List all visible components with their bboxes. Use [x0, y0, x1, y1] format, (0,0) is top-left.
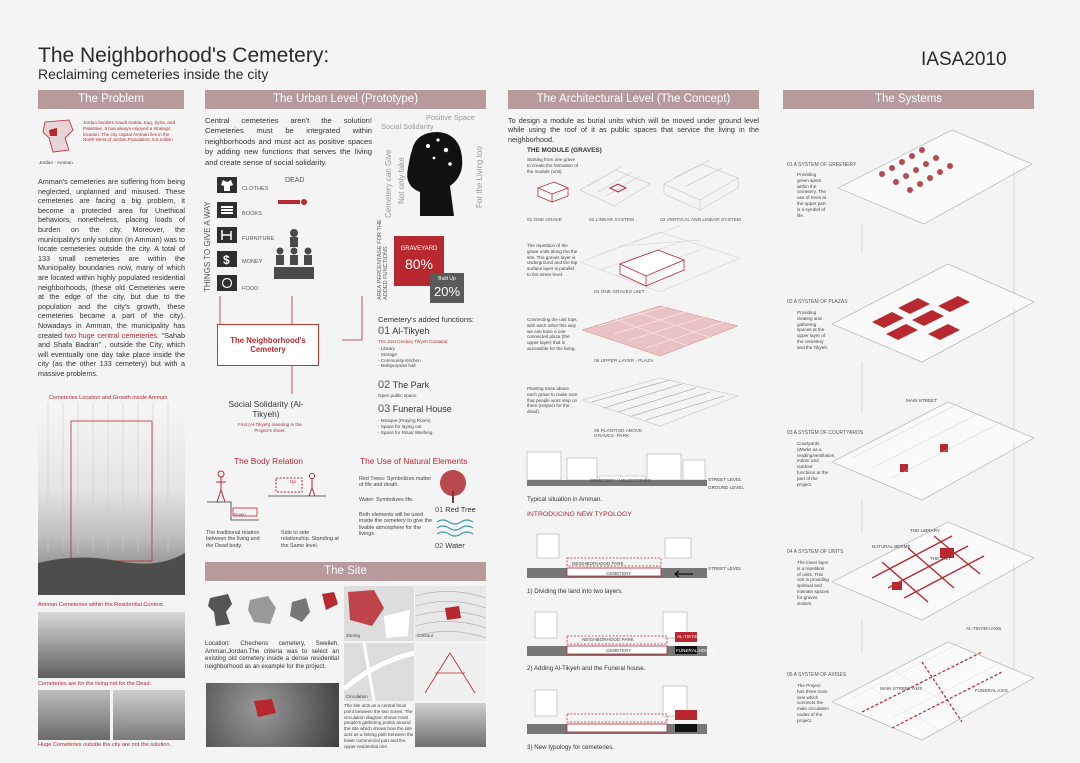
head-silhouette-icon — [398, 126, 470, 216]
neighborhood-cemetery-label: The Neighborhood's Cemetery — [230, 336, 306, 354]
item-books: BOOKS — [242, 211, 262, 217]
competition-code: IASA2010 — [921, 49, 1007, 70]
item-money: MONEY — [242, 259, 263, 265]
natural-red-tree: 01 Red Tree — [435, 505, 476, 514]
caption-dead: Cemeteries are for the living not for the Dead. — [38, 681, 152, 687]
section-2-park-label: NEIGHBORHOOD PARK — [582, 637, 634, 642]
tag-main-street: MAIN STREET — [906, 398, 937, 403]
jordan-map-icon — [39, 116, 79, 156]
module-caption-2: 02 LINEAR SYSTEM — [589, 218, 635, 223]
one-grave-diagram — [534, 180, 570, 204]
jordan-note: Jordan borders Saudi Arabia, Iraq, Syria, and Palestine. It has always enjoyed a strategic location. The city capital Amman lies in the North-West of Jordan.Population: 6.5 million — [83, 120, 175, 143]
system-3-title: 03 A SYSTEM OF COURTYARDS — [787, 430, 863, 436]
books-icon — [217, 202, 237, 218]
header-site: The Site — [205, 562, 486, 581]
section-1-street-level: STREET LEVEL — [708, 566, 742, 571]
module-caption-6: 06 PLANTING ABOVE GRAVES- PARK — [594, 429, 643, 439]
furniture-icon — [217, 227, 237, 243]
function-1-sub: The 21st Century Tikyeh Contains: — [378, 339, 449, 344]
dead-photo-left — [38, 690, 110, 740]
module-caption-5: 05 UPPER LAYER - PLAZA — [594, 359, 654, 364]
natural-water: 02 Water — [435, 541, 465, 550]
one-graves-unit-diagram — [580, 232, 740, 296]
circulation-label: Circulation — [346, 694, 368, 699]
vertical-for-living: For the Living too — [475, 146, 484, 208]
upper-layer-plaza-diagram — [582, 306, 738, 358]
contour-label: Contour — [417, 633, 434, 638]
module-note-6: Planting trees above each grave to make sure that people wont step on them (respect for the dead). — [527, 386, 578, 415]
body-relation-diagram-a — [207, 468, 259, 524]
function-1-items: - Library - Storage - Community Kitchen - Multipurpose hall — [378, 346, 421, 369]
natural-text-1: Red Trees: Symbolizes matter of life and death. — [359, 476, 432, 489]
section-2-tikyeh-label: AL-TIKYEH — [677, 634, 701, 639]
people-group-icon — [272, 228, 316, 280]
poster-subtitle: Reclaiming cemeteries inside the city — [38, 66, 269, 82]
module-caption-1: 01 ONE GRAVE — [527, 218, 562, 223]
social-solidarity-label: Social Solidarity — [381, 122, 434, 131]
graveyard-label: GRAVEYARD — [400, 246, 438, 252]
site-sketch — [415, 643, 486, 701]
new-typology-section-3 — [527, 682, 707, 740]
arch-intro: To design a module as burial units which will be moved under ground level while using the roof of it as public spaces that service the living in the neighborhood. — [508, 116, 759, 144]
body-down-label: Down — [234, 512, 246, 517]
tag-main-street-axis: MAIN STREET AXIS — [880, 686, 923, 691]
system-5-title: 05 A SYSTEM OF AXISES — [787, 672, 847, 678]
builtup-percent: 20% — [433, 284, 461, 299]
step-2-caption: 2) Adding Al-Tikyeh and the Funeral house. — [527, 665, 646, 672]
growth-image — [38, 403, 185, 595]
function-3-items: - Mosque (Praying Room) - Space for laying out - Space for Ritual Washing — [378, 418, 433, 435]
site-location-maps — [206, 588, 340, 632]
system-3-text: Courtyards (Works as a reading/ventilation, indoor and outdoor functions at the part of the project. — [797, 441, 836, 487]
header-urban: The Urban Level (Prototype) — [205, 90, 486, 109]
section-a-street-level: STREET LEVEL — [708, 477, 742, 482]
natural-text-2: Water: Symbolizes life. — [359, 497, 414, 503]
vertical-cemetery-can-give: Cemetery can Give — [384, 149, 393, 218]
site-bottom-photo — [415, 703, 486, 747]
body-relation-title: The Body Relation — [234, 456, 303, 466]
zoning-label: Zoning — [346, 633, 361, 638]
body-caption-a: The traditional relation between the living and the Dead body. — [206, 530, 260, 549]
area-percentage-label: AREA PERCENTAGE FOR THE ADDED FUNCTIONS — [377, 219, 389, 300]
system-2-text: Providing Seating and gathering spaces at the upper layer of the cemetery and the Tikyeh. — [797, 310, 829, 350]
natural-title: The Use of Natural Elements — [360, 456, 468, 466]
item-clothes: CLOTHES — [242, 186, 269, 192]
body-up-label: Up — [290, 479, 296, 484]
urban-intro: Central cemeteries aren't the solution! Cemeteries must be integrated within neighborhoods and must act as positive spaces by adding new functions that serves the living and create sense of social solidarity. — [205, 116, 372, 167]
dead-coffin-icon — [278, 198, 308, 206]
header-systems: The Systems — [783, 90, 1034, 109]
tag-tikyeh-axis: AL-TIKYEH AXIS — [966, 626, 1002, 631]
problem-body: Amman's cemeteries are suffering from being neglected, unplanned and misused. These cemeteries are facing a big problem, it become a protected area for Unethical behaviors, nonetheless, placing loads of burden on the city. Moreover, the municipality's only solution (in Amman) was to locate cemeteries outside the city. A total of 133 small cemeteries are within the Municipality boundaries now, many of which are located within highly populated residential neighborhoods, (these old Cemeteries were at the edge of the city, but due to the population and the city's growth, these cemeteries became a part of the city). Nowadays in Amman, the municipality has created two huge central cemeteries. "Sahab and Shafa Badran" , outside the City, which will eventually one day take place inside the city (as the other 133 cemetery) but with a massive problems. — [38, 177, 186, 378]
clothes-icon — [217, 177, 237, 193]
system-5-text: The Project has three main axis which connects the main circulation nodes of the project. — [797, 683, 829, 723]
systems-layers-diagram — [832, 112, 1034, 752]
system-4-text: The lower layer is a repetition of units. This unit is providing spiritual and intimate spaces for graves visitors. — [797, 560, 829, 606]
system-1-text: Providing green spots within the cemetery. The use of trees at the upper part is a symbol of life. — [797, 172, 827, 218]
module-caption-3: 03 VERTICAL AND LINEAR SYSTEM — [660, 218, 741, 223]
solidarity-note: Find (Al-Tikyeh) meaning in the Project's sheet. — [238, 422, 302, 433]
module-caption-4: 04 ONE GRAVES UNIT — [594, 290, 645, 295]
tag-library: THE LIBRARY — [910, 528, 941, 533]
vertical-linear-diagram — [662, 160, 740, 214]
circulation-image — [344, 643, 414, 701]
function-3: 03 Funeral House — [378, 403, 452, 415]
tag-funeral-axis: FUNERAL AXIS — [975, 688, 1008, 693]
caption-huge: Huge Cemeteries outside the city are not the solution. — [38, 742, 172, 748]
step-1-caption: 1) Dividing the land into two layers. — [527, 588, 623, 595]
site-aerial-photo — [206, 683, 339, 747]
section-2-cemetery-label: CEMETERY — [606, 648, 632, 653]
section-1-park-label: NEIGHBORHOOD PARK — [572, 561, 624, 566]
body-relation-diagram-b — [268, 468, 328, 518]
system-4-title: 04 A SYSTEM OF UNITS — [787, 549, 844, 555]
system-1-title: 01 A SYSTEM OF GREENERY — [787, 162, 857, 168]
section-a-ground-level: GROUND LEVEL — [708, 485, 744, 490]
header-problem: The Problem — [38, 90, 184, 109]
red-tree-icon — [435, 469, 471, 503]
body-caption-b: Side to side relationship. Standing at the Same level. — [281, 530, 339, 549]
section-a-label: CEMETERY / HEADSTONES — [590, 478, 651, 483]
dead-label: DEAD — [285, 177, 305, 184]
poster-title: The Neighborhood's Cemetery: — [38, 44, 330, 67]
caption-growth: Cemeteries Location and Growth inside Amman — [49, 395, 168, 401]
item-furniture: FURNITURE — [242, 236, 275, 242]
section-1-cemetery-label: CEMETERY — [606, 571, 632, 576]
module-title: THE MODULE (GRAVES) — [527, 147, 602, 154]
water-icon — [435, 518, 475, 536]
header-architectural: The Architectural Level (The Concept) — [508, 90, 759, 109]
caption-context: Amman Cemeteries within the Residential Context. — [38, 602, 165, 608]
function-1: 01 Al-Tikyeh — [378, 325, 430, 337]
module-note: Starting from one grave to create the formation of the module (unit). — [527, 157, 579, 174]
context-photo — [38, 612, 185, 678]
positive-space-label: Positive Space — [426, 113, 475, 122]
typical-caption: Typical situation in Amman. — [527, 496, 602, 503]
circulation-text: The site acts as a central focal point between the two zones. The circulation diagram shows most people's gathering points around the site which shows how the site acts as a linking path between the lower commercial part and the upper residential one. — [344, 703, 414, 749]
svg-text:$: $ — [223, 253, 230, 267]
tag-the-unit: THE UNIT — [930, 556, 952, 561]
dead-photo-right — [113, 690, 185, 740]
system-2-title: 02 A SYSTEM OF PLAZAS — [787, 299, 848, 305]
natural-text-3: Both elements will be used inside the cemetery to give the livable atmosphere for the livings. — [359, 512, 433, 538]
new-typology-title: INTRODUCING NEW TYPOLOGY — [527, 511, 632, 518]
social-solidarity-title: Social Solidarity (Al-Tikyeh) — [228, 399, 304, 419]
planting-graves-park-diagram — [582, 378, 738, 428]
module-note-4: The repetition of the grave units along the the site. The graves layer is underground and the top surface layer is parallel to the street level. — [527, 243, 578, 277]
section-2-funeral-label: FUNERAL HOUSE — [676, 648, 715, 653]
linear-system-diagram — [578, 164, 652, 210]
functions-title: Cemetery's added functions: — [378, 315, 475, 324]
food-icon — [217, 275, 237, 291]
graveyard-percent: 80% — [404, 256, 434, 272]
item-food: FOOD — [242, 286, 259, 292]
things-vertical-label: THINGS TO GIVE A WAY — [203, 201, 212, 292]
module-note-5: Connecting the unit tops with each other this way we can have a one connected plaza (the upper layer) that is accessible for the living. — [527, 317, 577, 351]
vertical-not-only-take: Not only take — [397, 157, 406, 204]
tag-natural-berme: NATURAL BERME — [872, 544, 911, 549]
step-3-caption: 3) New typology for cemeteries. — [527, 744, 615, 751]
site-text: Location: Chechens cemetery, Sweileh, Amman,Jordan.The criteria was to select an existing old cemetery inside a dense residential neighborhood as an example for the project. — [205, 640, 339, 670]
money-icon — [217, 251, 237, 267]
builtup-label: Built Up — [438, 276, 456, 282]
function-2: 02 The Park — [378, 379, 430, 391]
typical-section-diagram — [527, 448, 707, 494]
jordan-caption: Jordan - Amman. — [39, 160, 74, 165]
function-2-sub: Open public space. — [378, 393, 418, 398]
